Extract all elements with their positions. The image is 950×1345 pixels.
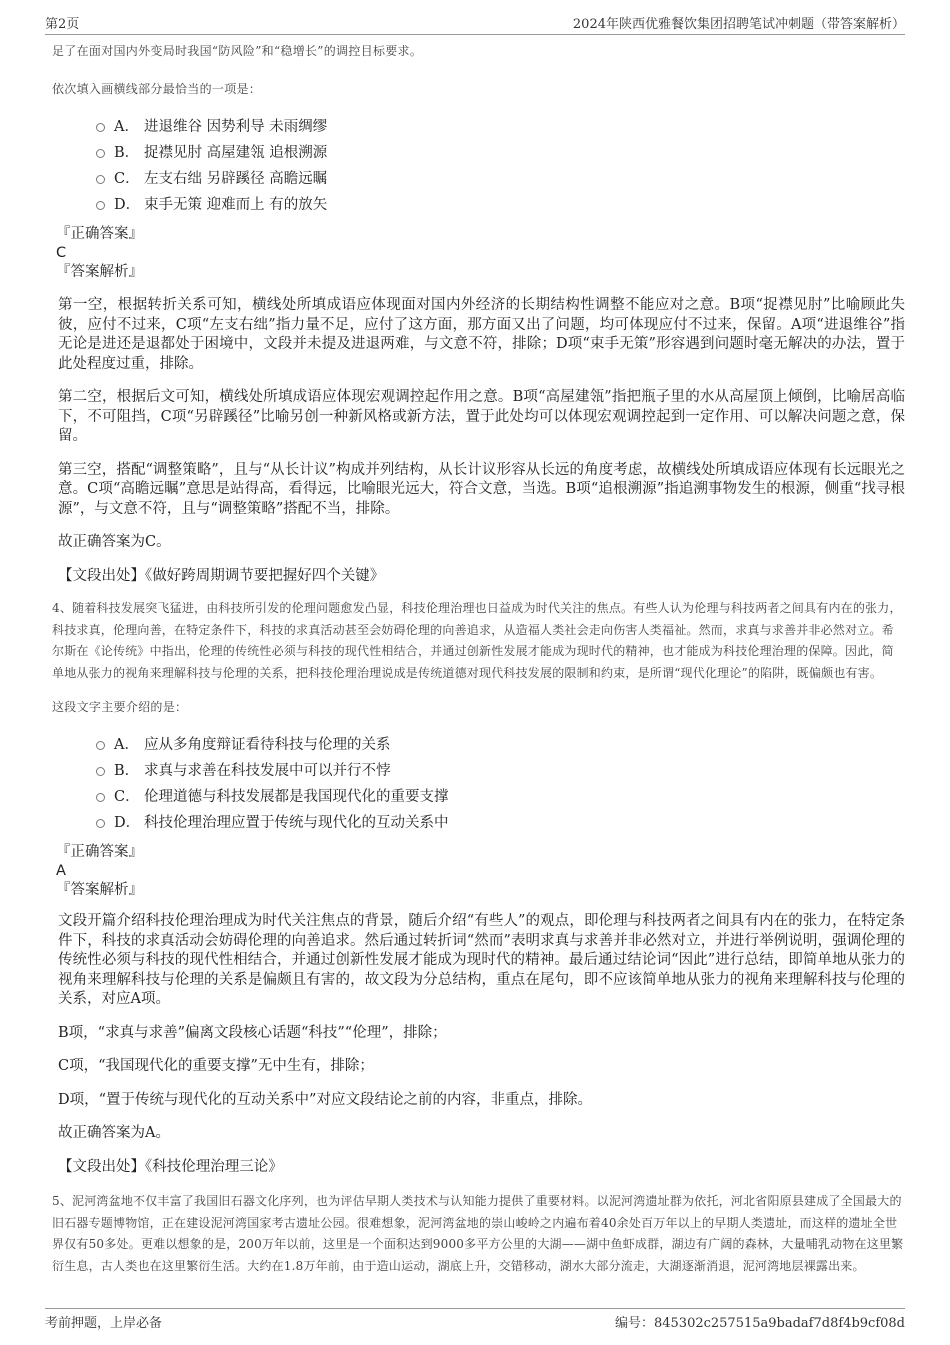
option-text: 求真与求善在科技发展中可以并行不悖 xyxy=(144,762,391,779)
option-letter: C． xyxy=(114,788,140,805)
radio-icon[interactable] xyxy=(96,175,105,184)
option-letter: A． xyxy=(114,736,139,753)
option-text: 科技伦理治理应置于传统与现代化的互动关系中 xyxy=(144,814,449,831)
option-text: 应从多角度辩证看待科技与伦理的关系 xyxy=(144,736,391,753)
option-a[interactable] xyxy=(96,730,905,756)
question-3-tail: 足了在面对国内外变局时我国“防风险”和“稳增长”的调控目标要求。 xyxy=(52,44,423,58)
question-4-text: 4、随着科技发展突飞猛进，由科技所引发的伦理问题愈发凸显，科技伦理治理也日益成为时代关注的焦点。有些人认为伦理与科技两者之间具有内在的张力，科技求真，伦理向善，在特定条件下，科技的求真活动甚至会妨碍伦理的向善追求，从造福人类社会走向伤害人类福祉。然而，求真与求善并非必然对立。希尔斯在《论传统》中指出，伦理的传统性必须与科技的现代性相结合，并通过创新性发展才能成为现时代的精神，也才能成为科技伦理治理的保障。因此，简单地从张力的视角来理解科技与伦理的关系，把科技伦理治理说成是传统道德对现代科技发展的限制和约束，是所谓“现代化理论”的陷阱，既偏颇也有害。 xyxy=(52,601,902,680)
option-text: 进退维谷 因势利导 未雨绸缪 xyxy=(144,118,328,135)
radio-icon[interactable] xyxy=(96,819,105,828)
option-a[interactable] xyxy=(96,112,905,138)
analysis-paragraph: 文段开篇介绍科技伦理治理成为时代关注焦点的背景，随后介绍“有些人”的观点，即伦理与科技两者之间具有内在的张力，在特定条件下，科技的求真活动会妨碍伦理的向善追求。然后通过转折词“然而”表明求真与求善并非必然对立，并进行举例说明，强调伦理的传统性必须与科技的现代性相结合，并通过创新性发展才能成为现时代的精神。最后通过结论词“因此”进行总结，即简单地从张力的视角来理解科技与伦理的关系是偏颇且有害的，故文段为分总结构，重点在尾句，即不应该简单地从张力的视角来理解科技与伦理的关系，对应A项。 xyxy=(58,913,905,1007)
analysis-paragraph: C项，“我国现代化的重要支撑”无中生有，排除； xyxy=(58,1058,374,1074)
page-number: 第2页 xyxy=(45,17,80,32)
option-letter: A． xyxy=(114,118,139,135)
source-citation: 【文段出处】《做好跨周期调节要把握好四个关键》 xyxy=(58,567,385,584)
correct-answer-label: 『正确答案』 xyxy=(56,226,143,242)
correct-answer: A xyxy=(56,863,66,879)
option-text: 伦理道德与科技发展都是我国现代化的重要支撑 xyxy=(144,788,449,805)
option-letter: D． xyxy=(114,196,141,213)
analysis-conclusion: 故正确答案为C。 xyxy=(58,534,171,550)
question-4-options xyxy=(96,730,905,834)
option-text: 束手无策 迎难而上 有的放矢 xyxy=(144,196,328,213)
option-b[interactable] xyxy=(96,138,905,164)
option-letter: B． xyxy=(114,144,140,161)
question-3-options xyxy=(96,112,905,216)
option-c[interactable] xyxy=(96,782,905,808)
analysis-paragraph: B项，“求真与求善”偏离文段核心话题“科技”“伦理”，排除； xyxy=(58,1024,447,1041)
footer-slogan: 考前押题，上岸必备 xyxy=(45,1315,163,1331)
option-c[interactable] xyxy=(96,164,905,190)
analysis-paragraph: D项，“置于传统与现代化的互动关系中”对应文段结论之前的内容，非重点，排除。 xyxy=(58,1091,592,1108)
option-text: 左支右绌 另辟蹊径 高瞻远瞩 xyxy=(144,170,328,187)
option-letter: D． xyxy=(114,814,141,831)
radio-icon[interactable] xyxy=(96,741,105,750)
option-text: 捉襟见肘 高屋建瓴 追根溯源 xyxy=(144,144,328,161)
analysis-conclusion: 故正确答案为A。 xyxy=(58,1125,170,1141)
analysis-label: 『答案解析』 xyxy=(56,264,143,280)
correct-answer: C xyxy=(56,245,67,261)
analysis-paragraph: 第二空，根据后文可知，横线处所填成语应体现宏观调控起作用之意。B项“高屋建瓴”指把瓶子里的水从高屋顶上倾倒，比喻居高临下，不可阻挡，C项“另辟蹊径”比喻另创一种新风格或新方法，置于此处均可以体现宏观调控起到一定作用、可以解决问题之意，保留。 xyxy=(58,389,905,444)
analysis-label: 『答案解析』 xyxy=(56,882,143,898)
option-letter: C． xyxy=(114,170,140,187)
option-d[interactable] xyxy=(96,808,905,834)
radio-icon[interactable] xyxy=(96,149,105,158)
option-letter: B． xyxy=(114,762,140,779)
radio-icon[interactable] xyxy=(96,793,105,802)
source-citation: 【文段出处】《科技伦理治理三论》 xyxy=(58,1158,283,1175)
document-title: 2024年陕西优雅餐饮集团招聘笔试冲刺题（带答案解析） xyxy=(572,17,905,32)
question-5-text: 5、泥河湾盆地不仅丰富了我国旧石器文化序列，也为评估早期人类技术与认知能力提供了重要材料。以泥河湾遗址群为依托，河北省阳原县建成了全国最大的旧石器专题博物馆，正在建设泥河湾国家考古遗址公园。很难想象，泥河湾盆地的崇山峻岭之内遍布着40余处百万年以上的早期人类遗址，而这样的遗址全世界仅有50多处。更难以想象的是，200万年以前，这里是一个面积达到9000多平方公里的大湖——湖中鱼虾成群，湖边有广阔的森林，大量哺乳动物在这里繁衍生息，古人类也在这里繁衍生活。大约在1.8万年前，由于造山运动，湖底上升，交错移动，湖水大部分流走，大湖逐渐消退，泥河湾地层裸露出来。 xyxy=(52,1194,904,1273)
page-header xyxy=(45,10,905,35)
question-3-prompt: 依次填入画横线部分最恰当的一项是： xyxy=(52,82,262,96)
radio-icon[interactable] xyxy=(96,767,105,776)
correct-answer-label: 『正确答案』 xyxy=(56,844,143,860)
analysis-paragraph: 第三空，搭配“调整策略”，且与“从长计议”构成并列结构，从长计议形容从长远的角度考虑，故横线处所填成语应体现有长远眼光之意。C项“高瞻远瞩”意思是站得高，看得远，比喻眼光远大，符合文意，当选。B项“追根溯源”指追溯事物发生的根源，侧重“找寻根源”，与文意不符，且与“调整策略”搭配不当，排除。 xyxy=(58,461,905,517)
radio-icon[interactable] xyxy=(96,123,105,132)
radio-icon[interactable] xyxy=(96,201,105,210)
page-content xyxy=(52,40,905,1277)
option-b[interactable] xyxy=(96,756,905,782)
document-id: 编号：845302c257515a9badaf7d8f4b9cf08d xyxy=(614,1315,905,1331)
option-d[interactable] xyxy=(96,190,905,216)
question-4-prompt: 这段文字主要介绍的是： xyxy=(52,700,188,714)
page-footer xyxy=(45,1308,905,1333)
analysis-paragraph: 第一空，根据转折关系可知，横线处所填成语应体现面对国内外经济的长期结构性调整不能应对之意。B项“捉襟见肘”比喻顾此失彼，应付不过来，C项“左支右绌”指力量不足，应付了这方面，那方面又出了问题，均可体现应付不过来，保留。A项“进退维谷”指无论是进还是退都处于困境中，文段并未提及进退两难，与文意不符，排除；D项“束手无策”形容遇到问题时毫无解决的办法，置于此处程度过重，排除。 xyxy=(58,297,905,372)
